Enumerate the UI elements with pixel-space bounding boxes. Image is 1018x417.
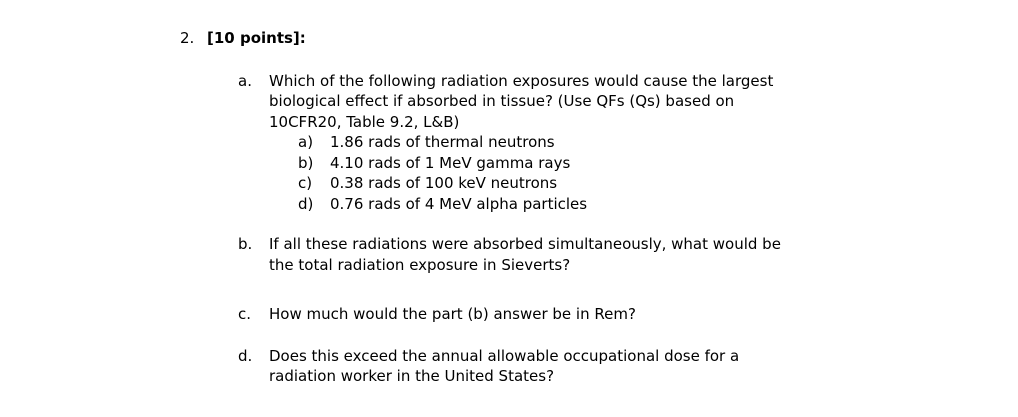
part-a-body: [269, 71, 773, 215]
part-a-text-line-1: Which of the following radiation exposures would cause the largest: [269, 71, 774, 90]
question-header: [180, 28, 781, 49]
option-c-text: 0.38 rads of 100 keV neutrons: [330, 174, 558, 192]
option-c-label: c): [298, 174, 313, 192]
option-d: [298, 194, 773, 215]
option-d-label: d): [298, 194, 314, 213]
part-d-text-line-2: radiation worker in the United States?: [269, 367, 555, 385]
part-b-body: [269, 234, 781, 275]
question-part-d: [238, 346, 781, 387]
option-b: [298, 153, 773, 174]
question-points-label: [10 points]:: [207, 29, 306, 47]
part-c-text-line-1: How much would the part (b) answer be in Rem?: [269, 305, 636, 323]
question-part-c: [238, 304, 781, 325]
part-a-text-line-3: 10CFR20, Table 9.2, L&B): [269, 112, 460, 131]
part-b-text-line-2: the total radiation exposure in Sieverts?: [269, 255, 571, 274]
part-c-label: c.: [238, 305, 252, 323]
question-number: 2.: [180, 29, 195, 47]
question-part-a: [238, 71, 781, 215]
option-c: [298, 173, 773, 194]
options-list: [298, 132, 773, 214]
part-b-text-line-1: If all these radiations were absorbed simultaneously, what would be: [269, 235, 781, 253]
option-b-text: 4.10 rads of 1 MeV gamma rays: [330, 153, 571, 172]
part-d-label: d.: [238, 346, 253, 365]
option-a: [298, 132, 773, 153]
part-a-text-line-2: biological effect if absorbed in tissue? (Use QFs (Qs) based on: [269, 92, 735, 110]
part-c-body: [269, 304, 636, 325]
part-d-text-line-1: Does this exceed the annual allowable occupational dose for a: [269, 346, 740, 365]
part-b-label: b.: [238, 235, 253, 253]
part-a-label: a.: [238, 71, 252, 90]
question-block: [180, 28, 781, 387]
question-part-b: [238, 234, 781, 275]
option-a-text: 1.86 rads of thermal neutrons: [330, 133, 555, 151]
part-d-body: [269, 346, 739, 387]
option-d-text: 0.76 rads of 4 MeV alpha particles: [330, 194, 588, 213]
option-b-label: b): [298, 153, 314, 172]
option-a-label: a): [298, 133, 314, 151]
